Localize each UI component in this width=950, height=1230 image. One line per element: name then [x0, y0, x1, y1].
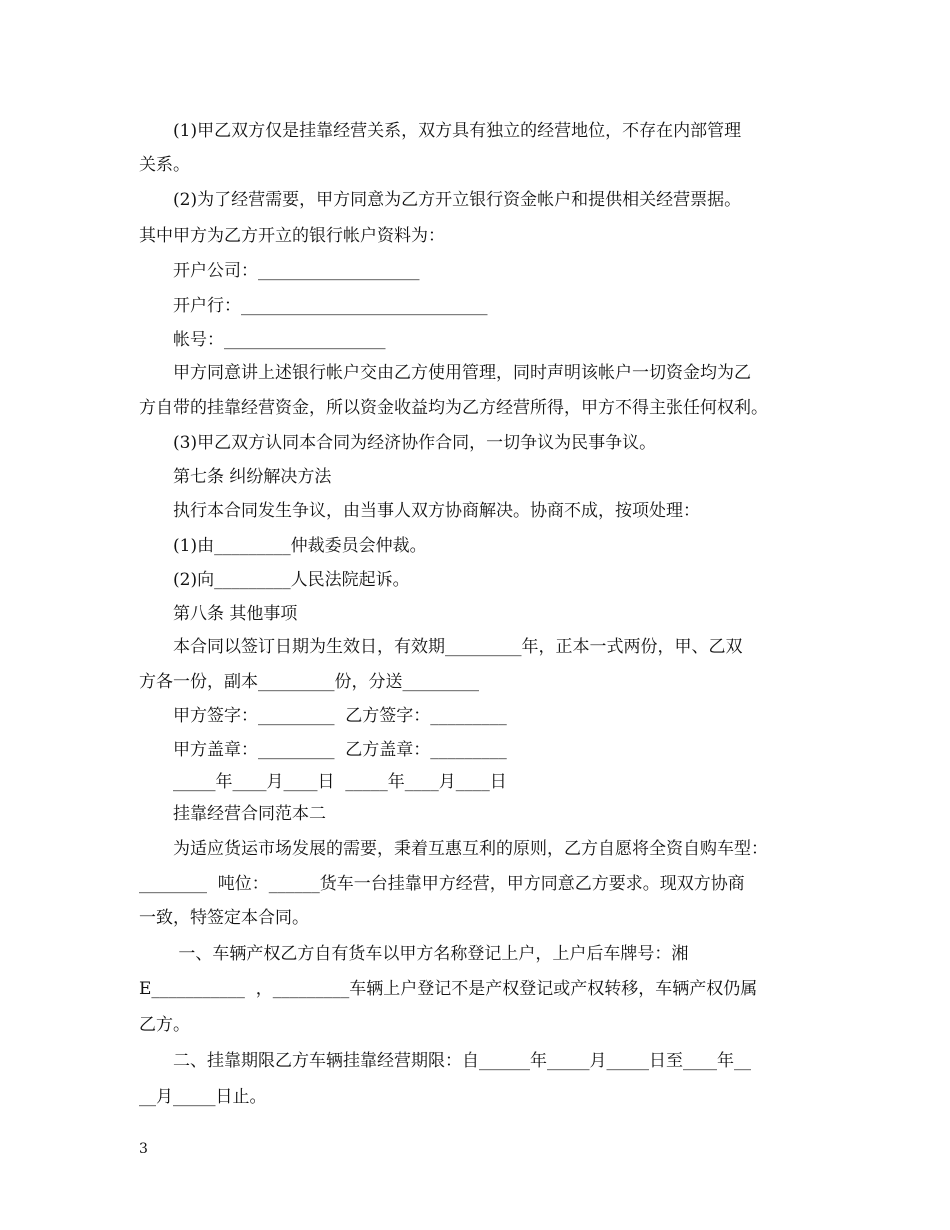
page-number: 3 — [139, 1141, 148, 1157]
section-heading-sample-2: 挂靠经营合同范本二 — [139, 804, 326, 824]
section-heading-article-7: 第七条 纠纷解决方法 — [139, 467, 332, 487]
form-field-bank: 开户行：_____________________________ — [139, 296, 488, 316]
paragraph-line: E___________ ，_________车辆上户登记不是产权登记或产权转移，车辆产权仍属 — [139, 979, 758, 999]
paragraph-line: __月_____日止。 — [139, 1087, 267, 1107]
paragraph-line: 二、挂靠期限乙方车辆挂靠经营期限：自______年_____月_____日至____年__ — [139, 1051, 751, 1071]
form-field-company: 开户公司：___________________ — [139, 261, 420, 281]
paragraph-line: 一致，特签定本合同。 — [139, 908, 309, 928]
form-field-account: 帐号：___________________ — [139, 330, 386, 350]
paragraph-line: (1)由_________仲裁委员会仲裁。 — [139, 536, 427, 556]
paragraph-line: (1)甲乙双方仅是挂靠经营关系，双方具有独立的经营地位，不存在内部管理 — [139, 121, 742, 141]
section-heading-article-8: 第八条 其他事项 — [139, 604, 298, 624]
paragraph-line: 乙方。 — [139, 1015, 190, 1035]
paragraph-line: (2)向_________人民法院起诉。 — [139, 570, 410, 590]
paragraph-line: 方自带的挂靠经营资金，所以资金收益均为乙方经营所得，甲方不得主张任何权利。 — [139, 398, 768, 418]
date-line: _____年____月____日 _____年____月____日 — [139, 772, 507, 792]
paragraph-line: (3)甲乙双方认同本合同为经济协作合同，一切争议为民事争议。 — [139, 433, 657, 453]
paragraph-line: 方各一份，副本_________份，分送_________ — [139, 672, 479, 692]
paragraph-line: 本合同以签订日期为生效日，有效期_________年，正本一式两份，甲、乙双 — [139, 637, 743, 657]
signature-line: 甲方签字：_________ 乙方签字：_________ — [139, 706, 507, 726]
paragraph-line: (2)为了经营需要，甲方同意为乙方开立银行资金帐户和提供相关经营票据。 — [139, 190, 742, 210]
paragraph-line: 甲方同意讲上述银行帐户交由乙方使用管理，同时声明该帐户一切资金均为乙 — [139, 363, 751, 383]
paragraph-line: 关系。 — [139, 155, 190, 175]
seal-line: 甲方盖章：_________ 乙方盖章：_________ — [139, 740, 507, 760]
paragraph-line: 为适应货运市场发展的需要，秉着互惠互利的原则，乙方自愿将全资自购车型： — [139, 839, 768, 859]
paragraph-line: 其中甲方为乙方开立的银行帐户资料为： — [139, 226, 445, 246]
paragraph-line: 一、车辆产权乙方自有货车以甲方名称登记上户，上户后车牌号：湘 — [139, 944, 689, 964]
paragraph-line: ________ 吨位：______货车一台挂靠甲方经营，甲方同意乙方要求。现双方协商 — [139, 874, 745, 894]
paragraph-line: 执行本合同发生争议，由当事人双方协商解决。协商不成，按项处理： — [139, 501, 700, 521]
